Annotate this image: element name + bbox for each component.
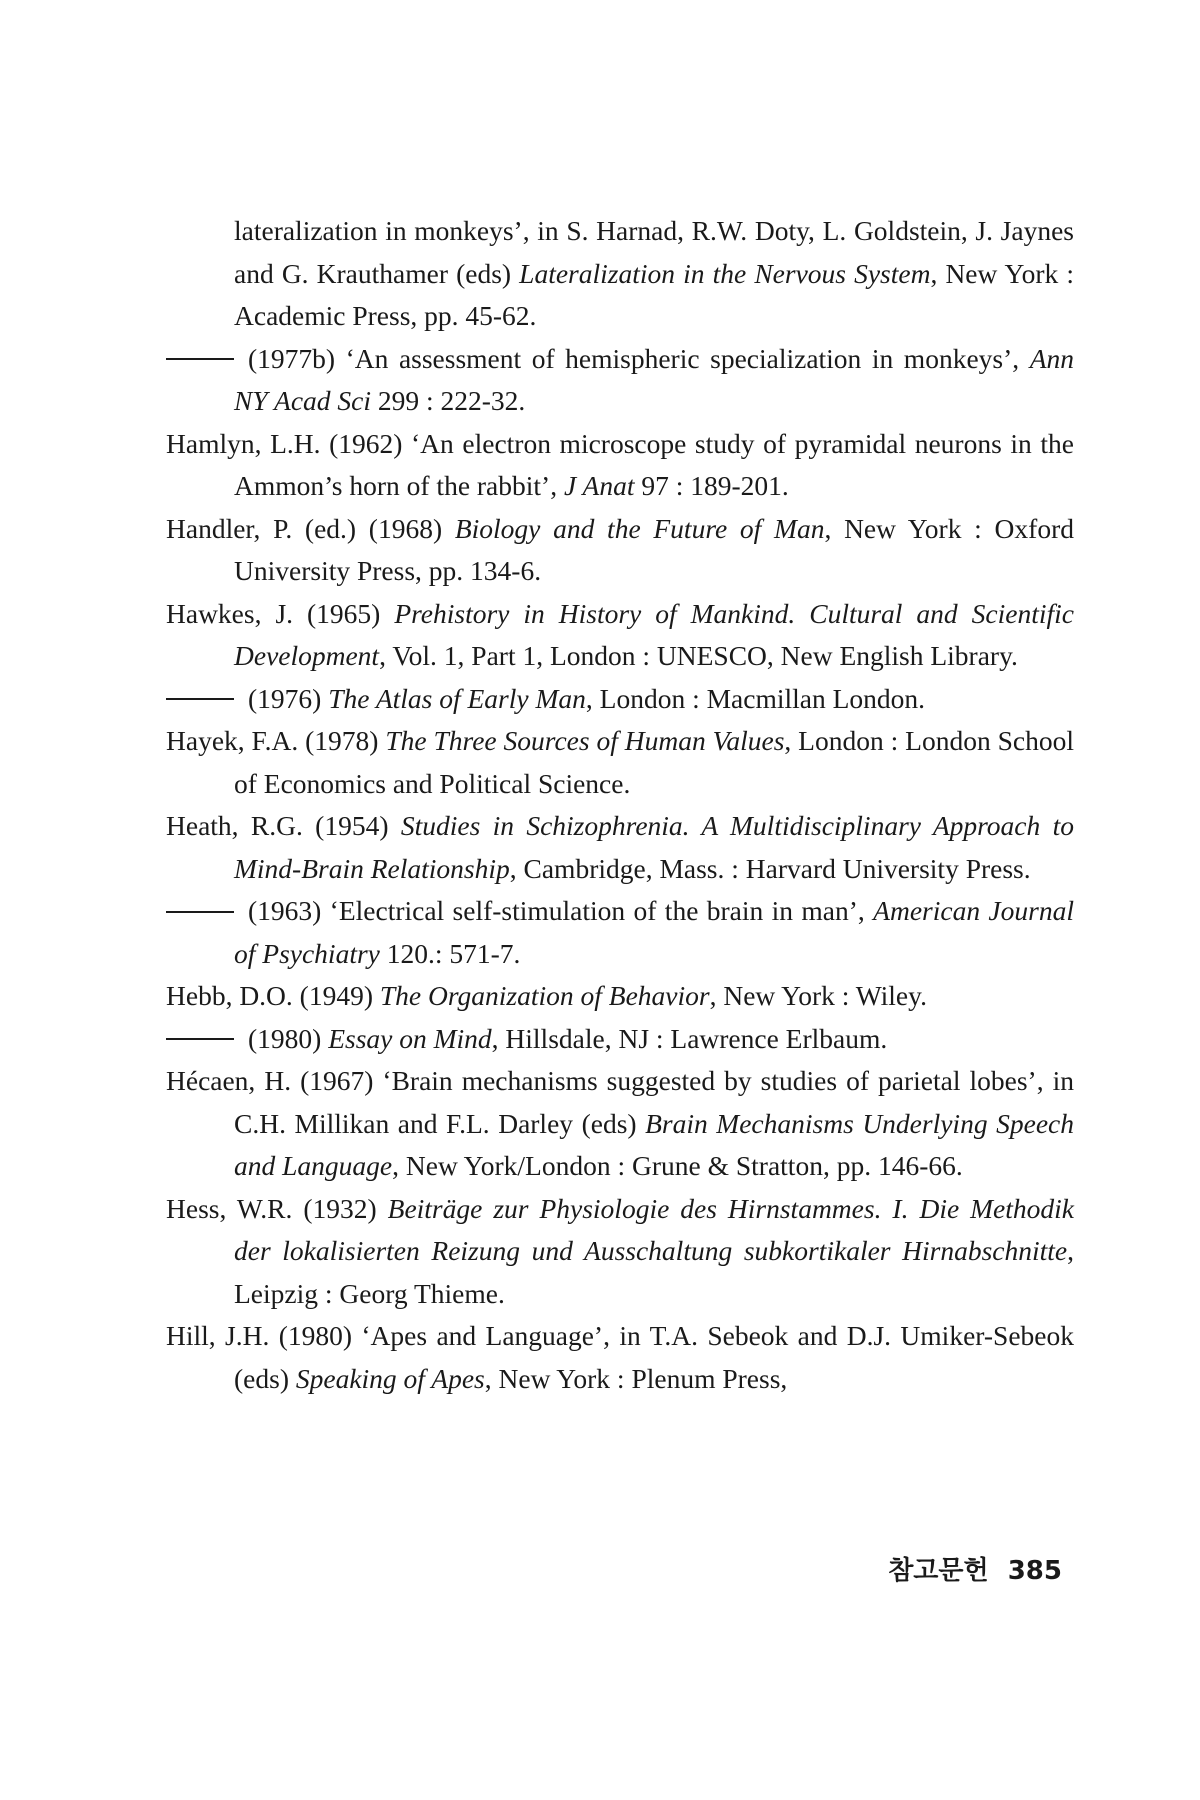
reference-entry-repeat-author bbox=[166, 890, 1074, 975]
reference-text: Hamlyn, L.H. (1962) ‘An electron microscope study of pyramidal neurons in the Ammon’s horn of the rabbit’, bbox=[166, 427, 1074, 501]
reference-text: (1976) bbox=[248, 682, 329, 714]
reference-entry bbox=[166, 593, 1074, 678]
reference-text: Hill, J.H. (1980) ‘Apes and Language’, in T.A. Sebeok and D.J. Umiker-Sebeok (eds) bbox=[166, 1320, 1074, 1394]
reference-entry bbox=[166, 805, 1074, 890]
same-author-dash bbox=[166, 358, 234, 360]
reference-entry-repeat-author bbox=[166, 678, 1074, 721]
reference-entry bbox=[166, 1315, 1074, 1400]
reference-text: (1980) bbox=[248, 1022, 329, 1054]
reference-title: The Organization of Behavior bbox=[379, 980, 710, 1011]
reference-title: American Journal of Psychiatry bbox=[234, 895, 1074, 969]
reference-title: Prehistory in History of Mankind. Cultural and Scientific Development bbox=[234, 597, 1074, 671]
reference-entry bbox=[166, 1060, 1074, 1188]
reference-title: The Three Sources of Human Values bbox=[385, 725, 785, 756]
reference-text: (1963) ‘Electrical self-stimulation of the brain in man’, bbox=[248, 895, 874, 926]
section-label: 참고문헌 bbox=[888, 1556, 989, 1586]
reference-title: Lateralization in the Nervous System bbox=[519, 257, 931, 289]
reference-text: (1977b) ‘An assessment of hemispheric specialization in monkeys’, bbox=[248, 342, 1030, 374]
reference-text: , London : London School of Economics and Political Science. bbox=[234, 725, 1074, 799]
reference-text: , New York : Plenum Press, bbox=[484, 1362, 788, 1394]
reference-entry-repeat-author bbox=[166, 338, 1074, 423]
same-author-dash bbox=[166, 698, 234, 700]
reference-entry bbox=[166, 720, 1074, 805]
reference-text: , New York : Academic Press, pp. 45-62. bbox=[234, 257, 1074, 331]
reference-text: 97 : 189-201. bbox=[634, 470, 789, 501]
reference-entry bbox=[166, 975, 1074, 1018]
reference-text: Hess, W.R. (1932) bbox=[166, 1192, 388, 1224]
page-number: 385 bbox=[1007, 1556, 1062, 1586]
same-author-dash bbox=[166, 911, 234, 913]
reference-title: Essay on Mind bbox=[328, 1022, 492, 1054]
reference-text: , New York : Oxford University Press, pp. 134-6. bbox=[234, 512, 1074, 586]
reference-entry bbox=[166, 1188, 1074, 1316]
reference-text: , Cambridge, Mass. : Harvard University Press. bbox=[509, 852, 1031, 884]
reference-entry-repeat-author bbox=[166, 1018, 1074, 1061]
reference-text: Hayek, F.A. (1978) bbox=[166, 725, 386, 756]
reference-text: , London : Macmillan London. bbox=[585, 682, 926, 714]
reference-text: 120.: 571-7. bbox=[379, 937, 521, 969]
reference-text: Handler, P. (ed.) (1968) bbox=[166, 512, 455, 544]
reference-text: Hebb, D.O. (1949) bbox=[166, 980, 380, 1011]
reference-entry bbox=[166, 508, 1074, 593]
reference-text: Hawkes, J. (1965) bbox=[166, 597, 395, 629]
reference-text: Hécaen, H. (1967) ‘Brain mechanisms suggested by studies of parietal lobes’, in C.H. Millikan and F.L. Darley (eds) bbox=[166, 1065, 1074, 1139]
reference-title: Ann NY Acad Sci bbox=[234, 342, 1074, 416]
reference-text: Heath, R.G. (1954) bbox=[166, 810, 401, 841]
reference-text: , New York : Wiley. bbox=[709, 980, 927, 1011]
reference-title: Beiträge zur Physiologie des Hirnstammes. I. Die Methodik der lokalisierten Reizung und Ausschaltung subkortikaler Hirnabschnitte bbox=[234, 1192, 1074, 1266]
reference-title: Speaking of Apes bbox=[295, 1362, 485, 1394]
same-author-dash bbox=[166, 1038, 234, 1040]
reference-list bbox=[166, 210, 1074, 1400]
reference-text: , Hillsdale, NJ : Lawrence Erlbaum. bbox=[491, 1022, 888, 1054]
reference-text: lateralization in monkeys’, in S. Harnad, R.W. Doty, L. Goldstein, J. Jaynes and G. Krauthamer (eds) bbox=[234, 215, 1074, 289]
page-footer bbox=[0, 1550, 1200, 1587]
reference-text: 299 : 222-32. bbox=[371, 385, 526, 416]
reference-title: The Atlas of Early Man bbox=[328, 682, 586, 714]
reference-title: J Anat bbox=[563, 470, 635, 501]
reference-entry bbox=[166, 423, 1074, 508]
reference-title: Brain Mechanisms Underlying Speech and Language bbox=[234, 1107, 1074, 1181]
reference-text: , Vol. 1, Part 1, London : UNESCO, New English Library. bbox=[379, 640, 1018, 671]
reference-title: Biology and the Future of Man bbox=[454, 512, 825, 544]
reference-text: , Leipzig : Georg Thieme. bbox=[234, 1235, 1074, 1309]
reference-entry bbox=[166, 210, 1074, 338]
reference-text: , New York/London : Grune & Stratton, pp. 146-66. bbox=[392, 1150, 963, 1181]
reference-title: Studies in Schizophrenia. A Multidisciplinary Approach to Mind-Brain Relationship bbox=[234, 810, 1074, 884]
